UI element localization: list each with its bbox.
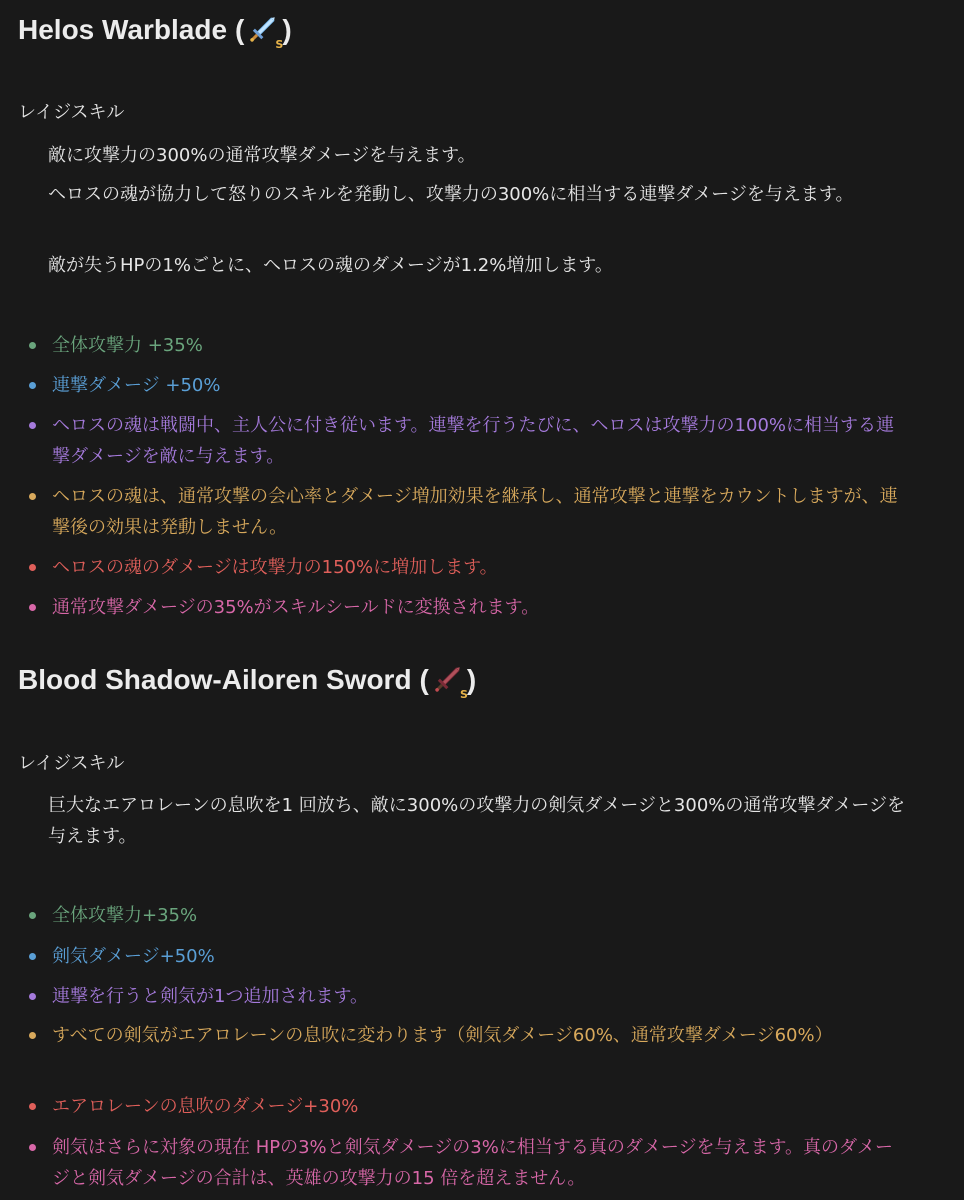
bullet-dot [29, 1032, 36, 1039]
paren-open: ( [235, 14, 245, 45]
bullet-dot [29, 604, 36, 611]
paragraph: 敵が失うHPの1%ごとに、ヘロスの魂のダメージが1.2%増加します。 [48, 255, 613, 276]
list-item-text: 剣気はさらに対象の現在 HPの3%と剣気ダメージの3%に相当する真のダメージを与えます。真のダメージと剣気ダメージの合計は、英雄の攻撃力の15 倍を超えません。 [52, 1137, 894, 1189]
list-item-text: 連撃ダメージ +50% [52, 375, 221, 396]
list-item-text: すべての剣気がエアロレーンの息吹に変わります（剣気ダメージ60%、通常攻撃ダメージ60%） [52, 1025, 833, 1046]
list-item-text: ヘロスの魂は戦闘中、主人公に付き従います。連撃を行うたびに、ヘロスは攻撃力の100%に相当する連撃ダメージを敵に与えます。 [52, 415, 895, 467]
list-item-text: 全体攻撃力 +35% [52, 335, 203, 356]
list-item [24, 1020, 904, 1051]
sword-icon [430, 663, 468, 701]
section-title-text: Helos Warblade [18, 14, 228, 45]
paren-close: ) [282, 14, 292, 45]
list-item-text: ヘロスの魂のダメージは攻撃力の150%に増加します。 [52, 557, 498, 578]
list-item [24, 410, 904, 472]
bullet-dot [29, 1103, 36, 1110]
sword-icon [245, 13, 284, 51]
section-label: レイジスキル [18, 753, 125, 774]
list-item [24, 1132, 904, 1194]
paren-close: ) [466, 664, 477, 695]
bullet-dot [29, 493, 36, 500]
bullet-dot [29, 1144, 36, 1151]
section-title-helos-warblade [18, 12, 292, 51]
list-item [24, 1091, 904, 1122]
rank-badge: S [275, 38, 284, 51]
list-item [24, 900, 904, 931]
bullet-dot [29, 342, 36, 349]
list-item-text: 剣気ダメージ+50% [52, 946, 215, 967]
section-label: レイジスキル [18, 102, 125, 123]
list-item [24, 552, 904, 583]
paragraph: 巨大なエアロレーンの息吹を1 回放ち、敵に300%の攻撃力の剣気ダメージと300%の通常攻撃ダメージを与えます。 [48, 795, 906, 847]
paren-open: ( [419, 664, 429, 695]
bullet-dot [29, 993, 36, 1000]
section-title-text: Blood Shadow-Ailoren Sword [18, 664, 412, 695]
bullet-dot [29, 382, 36, 389]
list-item-text: ヘロスの魂は、通常攻撃の会心率とダメージ増加効果を継承し、通常攻撃と連撃をカウントしますが、連撃後の効果は発動しません。 [52, 486, 898, 538]
list-item [24, 941, 904, 972]
list-item-text: エアロレーンの息吹のダメージ+30% [52, 1096, 359, 1117]
list-item-text: 通常攻撃ダメージの35%がスキルシールドに変換されます。 [52, 597, 540, 618]
bullet-dot [29, 564, 36, 571]
list-item-text: 全体攻撃力+35% [52, 905, 198, 926]
list-item [24, 981, 904, 1012]
list-item [24, 481, 904, 543]
bullet-dot [29, 912, 36, 919]
bullet-dot [29, 953, 36, 960]
list-item [24, 330, 904, 361]
list-item [24, 370, 904, 401]
list-item [24, 592, 904, 623]
section-title-blood-shadow-ailoren-sword [18, 662, 477, 701]
bullet-dot [29, 422, 36, 429]
paragraph: 敵に攻撃力の300%の通常攻撃ダメージを与えます。 [48, 145, 476, 166]
list-item-text: 連撃を行うと剣気が1つ追加されます。 [52, 986, 369, 1007]
paragraph: ヘロスの魂が協力して怒りのスキルを発動し、攻撃力の300%に相当する連撃ダメージを与えます。 [48, 184, 854, 205]
rank-badge: S [459, 688, 468, 701]
